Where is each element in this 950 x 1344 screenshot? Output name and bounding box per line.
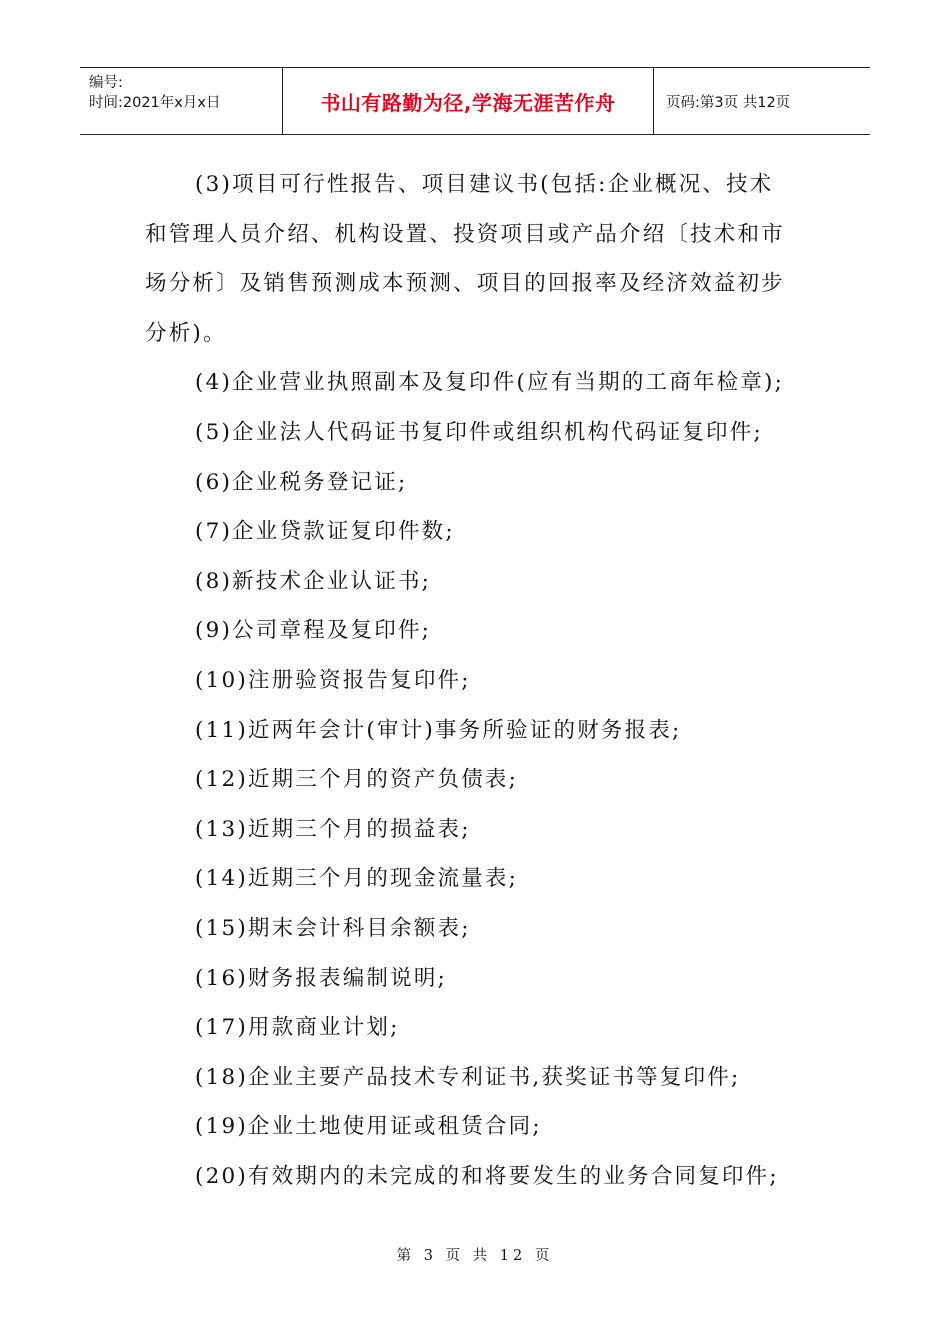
list-item: (12)近期三个月的资产负债表; <box>195 767 519 793</box>
list-item: (14)近期三个月的现金流量表; <box>195 866 519 892</box>
list-item: (17)用款商业计划; <box>195 1015 400 1041</box>
document-number-label: 编号: <box>89 75 123 91</box>
list-item: (19)企业土地使用证或租赁合同; <box>195 1114 542 1140</box>
list-item: (5)企业法人代码证书复印件或组织机构代码证复印件; <box>195 419 763 445</box>
paragraph-line: (3)项目可行性报告、项目建议书(包括:企业概况、技术 <box>195 172 774 197</box>
paragraph-line: 分析)。 <box>145 320 227 346</box>
list-item: (7)企业贷款证复印件数; <box>195 519 455 545</box>
list-item: (20)有效期内的未完成的和将要发生的业务合同复印件; <box>195 1163 779 1189</box>
list-item: (6)企业税务登记证; <box>195 469 408 495</box>
list-item: (11)近两年会计(审计)事务所验证的财务报表; <box>195 717 682 743</box>
document-time-label: 时间:2021年x月x日 <box>89 95 221 111</box>
page-header <box>80 67 870 135</box>
list-item: (9)公司章程及复印件; <box>195 618 432 644</box>
page-footer: 第 3 页 共 12 页 <box>396 1248 554 1264</box>
paragraph-line: 场分析〕及销售预测成本预测、项目的回报率及经济效益初步 <box>145 271 785 297</box>
list-item: (8)新技术企业认证书; <box>195 568 432 594</box>
list-item: (10)注册验资报告复印件; <box>195 667 471 693</box>
header-motto: 书山有路勤为径,学海无涯苦作舟 <box>320 90 616 115</box>
header-motto-cell <box>283 68 654 134</box>
paragraph-line: 和管理人员介绍、机构设置、投资项目或产品介绍〔技术和市 <box>145 221 785 247</box>
list-item: (4)企业营业执照副本及复印件(应有当期的工商年检章); <box>195 370 785 396</box>
intro-paragraph <box>145 160 815 358</box>
header-meta-cell <box>80 68 283 134</box>
list-item: (16)财务报表编制说明; <box>195 965 447 991</box>
header-page-cell <box>654 68 870 134</box>
header-page-number: 页码:第3页 共12页 <box>666 94 791 111</box>
list-item: (15)期末会计科目余额表; <box>195 915 471 941</box>
document-body <box>145 160 815 1201</box>
list-item: (13)近期三个月的损益表; <box>195 816 471 842</box>
list-item: (18)企业主要产品技术专利证书,获奖证书等复印件; <box>195 1064 741 1090</box>
